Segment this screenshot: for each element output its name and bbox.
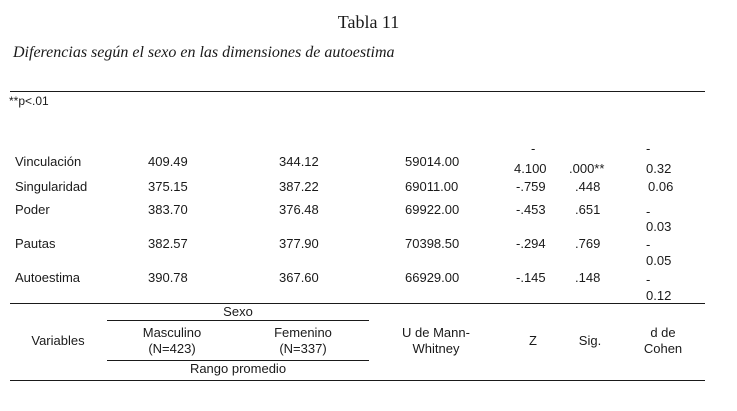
row-sig: .000** [569,161,605,176]
row-d-sign: - [646,141,651,156]
header-d-cohen-2: Cohen [643,341,683,356]
row-variable: Vinculación [15,154,82,169]
top-rule [10,91,705,92]
row-u: 66929.00 [405,270,460,285]
row-d-sign: - [646,272,651,287]
row-femenino: 367.60 [279,270,319,285]
row-masculino: 390.78 [148,270,188,285]
row-variable: Pautas [15,236,56,251]
row-femenino: 377.90 [279,236,319,251]
header-femenino-n: (N=337) [279,341,327,356]
header-z: Z [529,333,537,348]
header-rango-promedio: Rango promedio [189,361,287,376]
header-sexo: Sexo [223,304,253,319]
table-title: Tabla 11 [337,12,400,32]
significance-note: **p<.01 [9,94,49,108]
row-variable: Singularidad [15,179,88,194]
row-z: -.453 [516,202,546,217]
row-sig: .148 [575,270,601,285]
header-variables: Variables [31,333,85,348]
header-masculino: Masculino [142,325,202,340]
row-z: -.759 [516,179,546,194]
row-u: 69011.00 [405,179,459,194]
row-z: 4.100 [514,161,547,176]
table-subtitle: Diferencias según el sexo en las dimensiones de autoestima [13,44,395,61]
row-u: 59014.00 [405,154,460,169]
row-z-sign: - [531,141,536,156]
row-masculino: 375.15 [148,179,188,194]
row-masculino: 409.49 [148,154,188,169]
row-femenino: 344.12 [279,154,319,169]
row-sig: .448 [575,179,601,194]
header-u-mann-whitney-2: Whitney [412,341,460,356]
row-d: 0.32 [646,161,672,176]
row-u: 69922.00 [405,202,460,217]
row-femenino: 376.48 [279,202,319,217]
bottom-rule [10,380,705,381]
row-d-sign: - [646,237,651,252]
row-z: -.145 [516,270,546,285]
header-u-mann-whitney: U de Mann- [402,325,470,340]
row-variable: Poder [15,202,50,217]
row-masculino: 382.57 [148,236,188,251]
row-u: 70398.50 [405,236,460,251]
row-d: 0.05 [646,253,672,268]
header-femenino: Femenino [274,325,332,340]
header-sig: Sig. [578,333,602,348]
row-z: -.294 [516,236,546,251]
row-d-sign: - [646,204,651,219]
row-sig: .651 [575,202,601,217]
sexo-underline [107,320,369,321]
row-d: 0.06 [648,179,674,194]
header-d-cohen: d de [650,325,676,340]
row-masculino: 383.70 [148,202,188,217]
row-variable: Autoestima [15,270,81,285]
row-femenino: 387.22 [279,179,319,194]
row-sig: .769 [575,236,601,251]
row-d: 0.12 [646,288,672,303]
header-masculino-n: (N=423) [148,341,196,356]
row-d: 0.03 [646,219,672,234]
